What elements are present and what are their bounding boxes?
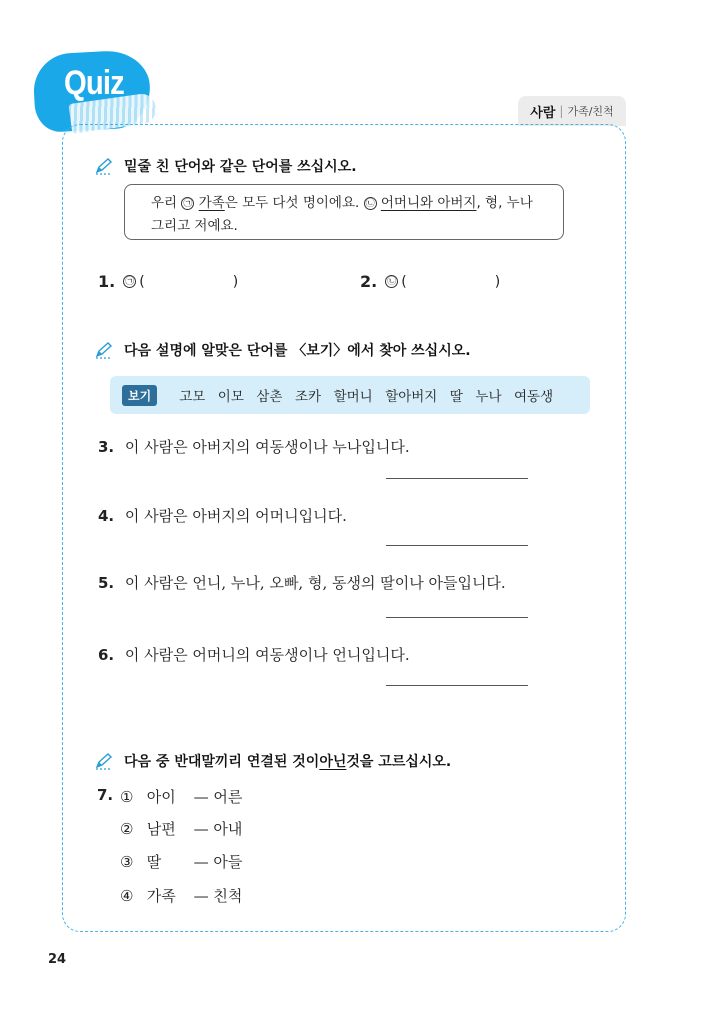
option-3[interactable] (120, 851, 242, 872)
category-sub: 가족/친척 (567, 105, 614, 118)
question-number: 2. (360, 272, 378, 291)
marker-circle: ㉠ (183, 199, 193, 209)
option-word-a: 아이 (146, 788, 176, 806)
option-marker: ① (120, 788, 134, 806)
question-number: 4. (98, 507, 115, 525)
question-6 (98, 644, 410, 665)
option-word-b: 아내 (213, 820, 243, 838)
question-text: 이 사람은 언니, 누나, 오빠, 형, 동생의 딸이나 아들입니다. (124, 574, 506, 592)
question-5 (98, 572, 506, 593)
category-main: 사람 (530, 105, 556, 121)
underlined-word-family: 가족 (198, 195, 225, 211)
category-tab (518, 96, 626, 126)
underlined-word-parents: 어머니와 아버지 (380, 195, 477, 211)
quiz-title: Quiz (64, 64, 124, 102)
option-marker: ④ (120, 887, 134, 905)
bogi-word: 고모 (179, 389, 206, 405)
passage-text: 우리 (151, 195, 182, 211)
category-separator: | (559, 104, 564, 118)
question-3 (98, 436, 410, 457)
option-dash: — (193, 887, 209, 905)
passage-text: 은 모두 다섯 명이에요. (224, 195, 364, 211)
bogi-word: 이모 (217, 389, 244, 405)
bogi-label: 보기 (122, 385, 157, 406)
question-number: 5. (98, 574, 115, 592)
question-7-number: 7. (97, 786, 114, 804)
option-word-a: 가족 (146, 887, 176, 905)
paren-close: ) (494, 273, 501, 290)
marker-circle: ㉠ (125, 277, 135, 287)
bogi-word: 삼촌 (256, 389, 283, 405)
question-text: 이 사람은 어머니의 여동생이나 언니입니다. (124, 646, 410, 664)
instruction-underlined: 아닌 (319, 754, 347, 770)
instruction-text-b: 것을 고르십시오. (346, 754, 452, 770)
paren-open: ( (139, 273, 145, 290)
page-number: 24 (48, 952, 67, 967)
instruction-text-a: 다음 중 반대말끼리 연결된 것이 (124, 754, 320, 770)
answer-row-1 (98, 272, 238, 291)
paren-open: ( (401, 273, 407, 290)
bogi-word: 딸 (449, 389, 463, 405)
option-word-b: 친척 (213, 887, 243, 905)
question-4 (98, 505, 347, 526)
section2-instruction (94, 340, 471, 360)
pencil-icon (94, 341, 114, 359)
option-word-a: 딸 (146, 853, 162, 871)
quiz-frame (62, 124, 626, 932)
question-number: 1. (98, 272, 116, 291)
answer-line-4[interactable] (386, 545, 528, 546)
question-number: 6. (98, 646, 115, 664)
answer-line-5[interactable] (386, 617, 528, 618)
instruction-text: 다음 설명에 알맞은 단어를 〈보기〉에서 찾아 쓰십시오. (124, 343, 471, 359)
bogi-word: 조카 (294, 389, 322, 405)
option-marker: ③ (120, 853, 134, 871)
bogi-word: 할머니 (333, 389, 373, 405)
bogi-word: 여동생 (514, 389, 554, 405)
instruction-text: 밑줄 친 단어와 같은 단어를 쓰십시오. (124, 159, 357, 175)
bogi-word: 할아버지 (385, 389, 438, 405)
question-text: 이 사람은 아버지의 어머니입니다. (124, 507, 347, 525)
paren-close: ) (232, 273, 239, 290)
answer-row-2 (360, 272, 500, 291)
bogi-word-bank (110, 376, 590, 414)
marker-circle: ㉡ (387, 277, 397, 287)
marker-circle: ㉡ (365, 199, 375, 209)
answer-line-6[interactable] (386, 685, 528, 686)
option-marker: ② (120, 820, 134, 838)
option-dash: — (193, 853, 209, 871)
section1-instruction (94, 156, 357, 176)
bogi-word: 누나 (475, 389, 502, 405)
option-word-b: 아들 (213, 853, 243, 871)
option-2[interactable] (120, 818, 242, 839)
pencil-icon (94, 752, 114, 770)
section3-instruction (94, 751, 451, 771)
question-text: 이 사람은 아버지의 여동생이나 누나입니다. (124, 438, 410, 456)
option-1[interactable] (120, 786, 242, 807)
passage-line1 (151, 192, 537, 215)
answer-line-3[interactable] (386, 478, 528, 479)
passage-line2: 그리고 저예요. (151, 218, 238, 234)
option-word-a: 남편 (146, 820, 176, 838)
option-4[interactable] (120, 885, 242, 906)
option-dash: — (193, 788, 209, 806)
option-word-b: 어른 (213, 788, 243, 806)
question-number: 3. (98, 438, 115, 456)
passage-box (124, 184, 564, 240)
passage-text: , 형, 누나 (476, 195, 533, 211)
pencil-icon (94, 157, 114, 175)
option-dash: — (193, 820, 209, 838)
